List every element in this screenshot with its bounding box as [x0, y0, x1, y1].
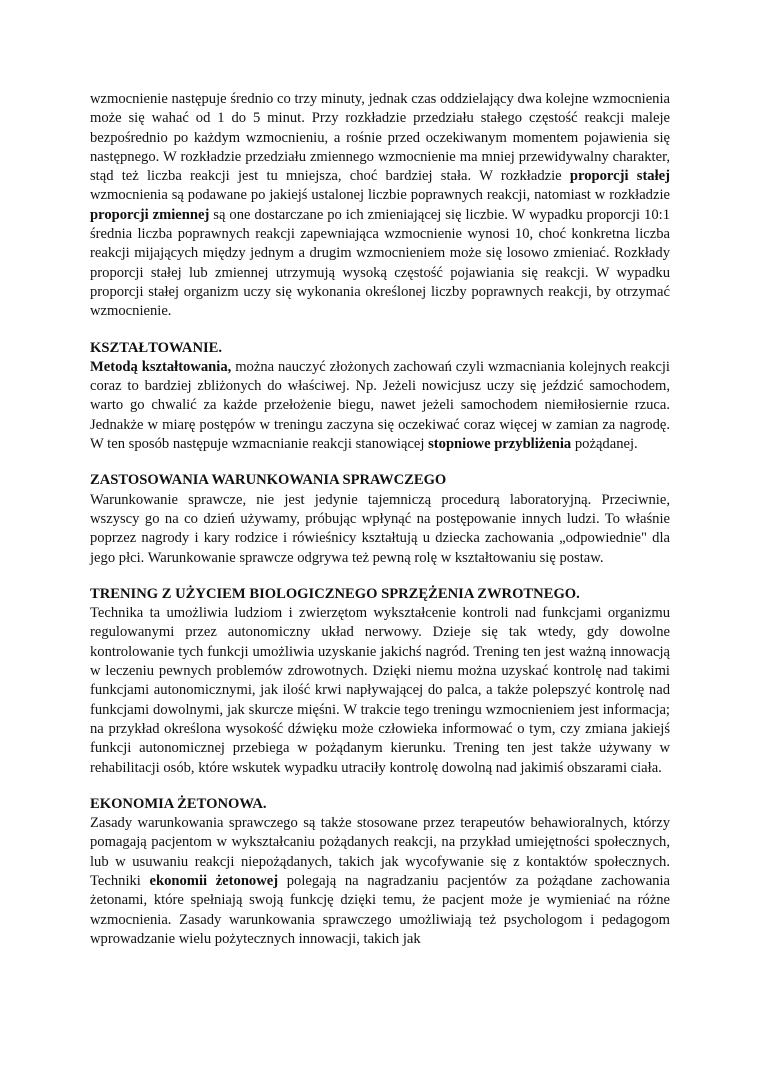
text-run: pożądanej. [571, 436, 638, 453]
text-run: wzmocnienia są podawane po jakiejś ustalonej liczbie poprawnych reakcji, natomiast w rozkładzie [90, 187, 670, 204]
text-run: polegają na nagradzaniu pacjentów za pożądane zachowania żetonami, które spełniają swoją funkcję dzięki temu, że pacjent może je wymieniać na różne wzmocnienia. Zasady warunkowania sprawczego umożliwiają też psychologom i pedagogom wprowadzanie wielu pożytecznych innowacji, takich jak [90, 872, 671, 947]
heading-token-economy: EKONOMIA ŻETONOWA. [90, 795, 267, 812]
paragraph-biofeedback: Technika ta umożliwia ludziom i zwierzętom wykształcenie kontroli nad funkcjami organizmu regulowanymi przez autonomiczny układ nerwowy. Dzieje się tak wtedy, gdy dowolne kontrolowanie tych funkcji umożliwia uzyskanie jakichś nagród. Trening ten jest ważną innowacją w leczeniu pewnych problemów zdrowotnych. Dzięki niemu można uzyskać kontrolę nad takimi funkcjami autonomicznymi, jak ilość krwi napływającej do palca, a także polepszyć kontrolę nad funkcjami dowolnymi, jak skurcze mięśni. W trakcie tego treningu wzmocnieniem jest informacja; na przykład określona wysokość dźwięku może człowieka informować o tym, czy zmiana jakiejś funkcji autonomicznej przebiega w pożądanym kierunku. Trening ten jest także używany w rehabilitacji osób, które wskutek wypadku utraciły kontrolę dowolną nad jakimiś obszarami ciała. [90, 605, 670, 776]
paragraph-reinforcement-schedules [90, 90, 670, 322]
term-fixed-ratio: proporcji stałej [569, 168, 670, 185]
text-run: są one dostarczane po ich zmieniającej się liczbie. W wypadku proporcji 10:1 średnia liczba poprawnych reakcji zapewniająca wzmocnienie wynosi 10, choć konkretna liczba reakcji mijających między jednym a drugim wzmocnieniem może się losowo zmieniać. Rozkłady proporcji stałej lub zmiennej utrzymują wysoką częstość pojawiania się reakcji. W wypadku proporcji stałej organizm uczy się wykonania określonej liczby poprawnych reakcji, by otrzymać wzmocnienie. [90, 206, 670, 320]
paragraph-token-economy [90, 814, 670, 949]
heading-shaping: KSZTAŁTOWANIE. [90, 339, 223, 356]
heading-applications: ZASTOSOWANIA WARUNKOWANIA SPRAWCZEGO [90, 472, 447, 489]
term-token-economy: ekonomii żetonowej [149, 872, 279, 889]
heading-biofeedback: TRENING Z UŻYCIEM BIOLOGICZNEGO SPRZĘŻENIA ZWROTNEGO. [90, 585, 580, 602]
term-variable-ratio: proporcji zmiennej [90, 206, 210, 223]
term-shaping-method: Metodą kształtowania, [90, 358, 232, 375]
text-run: wzmocnienie następuje średnio co trzy minuty, jednak czas oddzielający dwa kolejne wzmocnienia może się wahać od 1 do 5 minut. Przy rozkładzie przedziału stałego częstość reakcji maleje bezpośrednio po każdym wzmocnieniu, a rośnie przed oczekiwanym momentem pojawienia się następnego. W rozkładzie przedziału zmiennego wzmocnienie ma mniej przewidywalny charakter, stąd też liczba reakcji jest tu mniejsza, choć bardziej stała. W rozkładzie [90, 91, 670, 185]
document-body [90, 90, 670, 949]
term-successive-approximations: stopniowe przybliżenia [428, 436, 572, 453]
text-run: Zasady warunkowania sprawczego są także stosowane przez terapeutów behawioralnych, którzy pomagają pacjentom w wykształcaniu pożądanych reakcji, na przykład umiejętności społecznych, lub w usuwaniu reakcji niepożądanych, takich jak wycofywanie się z kontaktów społecznych. Techniki [90, 815, 670, 889]
paragraph-shaping [90, 358, 670, 454]
paragraph-applications: Warunkowanie sprawcze, nie jest jedynie tajemniczą procedurą laboratoryjną. Przeciwnie, wszyscy go na co dzień używamy, próbując wpłynąć na postępowanie innych ludzi. To właśnie poprzez nagrody i kary rodzice i rówieśnicy kształtują u dziecka zachowania „odpowiednie" dla jego płci. Warunkowanie sprawcze odgrywa też pewną rolę w kształtowaniu się postaw. [90, 491, 670, 566]
text-run: można nauczyć złożonych zachowań czyli wzmacniania kolejnych reakcji coraz to bardziej zbliżonych do właściwej. Np. Jeżeli nowicjusz uczy się jeździć samochodem, warto go chwalić za każde przełożenie biegu, nawet jeżeli samochodem niemiłosiernie rzuca. Jednakże w miarę postępów w treningu zaczyna się oczekiwać coraz więcej w zamian za nagrodę. W ten sposób następuje wzmacnianie reakcji stanowiącej [90, 358, 670, 453]
